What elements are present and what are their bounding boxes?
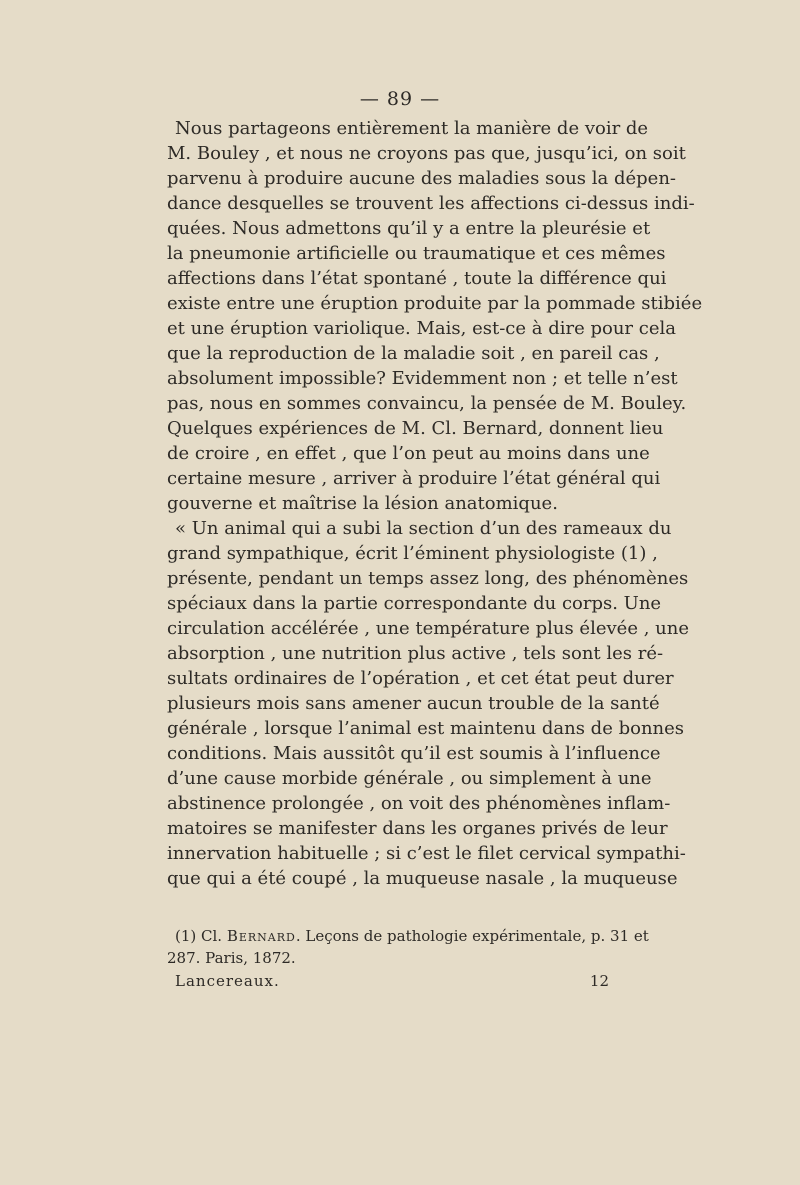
text-line: M. Bouley , et nous ne croyons pas que, jusqu’ici, on soit <box>167 143 686 164</box>
text-line: pas, nous en sommes convaincu, la pensée de M. Bouley. <box>167 393 687 414</box>
text-line: présente, pendant un temps assez long, des phénomènes <box>167 568 689 589</box>
text-line: que qui a été coupé , la muqueuse nasale , la muqueuse <box>167 868 678 889</box>
text-line: certaine mesure , arriver à produire l’état général qui <box>167 468 661 489</box>
page-number: — 89 — <box>359 88 441 110</box>
text-line: que la reproduction de la maladie soit , en pareil cas , <box>167 343 660 364</box>
text-line: affections dans l’état spontané , toute la différence qui <box>167 268 667 289</box>
text-line: absorption , une nutrition plus active , tels sont les ré- <box>167 643 664 664</box>
text-line: gouverne et maîtrise la lésion anatomique. <box>167 493 558 514</box>
text-line: quées. Nous admettons qu’il y a entre la pleurésie et <box>167 218 651 239</box>
text-line: Quelques expériences de M. Cl. Bernard, donnent lieu <box>167 418 664 439</box>
text-line: matoires se manifester dans les organes privés de leur <box>167 818 668 839</box>
body-text <box>167 116 703 891</box>
footnote-line: (1) Cl. Bernard. Leçons de pathologie expérimentale, p. 31 et <box>175 927 649 945</box>
text-line: « Un animal qui a subi la section d’un des rameaux du <box>175 518 672 539</box>
text-line: générale , lorsque l’animal est maintenu dans de bonnes <box>167 718 685 739</box>
text-line: absolument impossible? Evidemment non ; et telle n’est <box>167 368 678 389</box>
text-line: spéciaux dans la partie correspondante du corps. Une <box>167 593 662 614</box>
text-line: la pneumonie artificielle ou traumatique et ces mêmes <box>167 243 666 264</box>
text-line: existe entre une éruption produite par la pommade stibiée <box>167 293 703 314</box>
footnote-line: 287. Paris, 1872. <box>167 949 296 967</box>
text-line: innervation habituelle ; si c’est le filet cervical sympathi- <box>167 843 686 864</box>
text-line: sultats ordinaires de l’opération , et cet état peut durer <box>167 668 674 689</box>
text-line: de croire , en effet , que l’on peut au moins dans une <box>167 443 650 464</box>
text-line: abstinence prolongée , on voit des phénomènes inflam- <box>167 793 671 814</box>
text-line: parvenu à produire aucune des maladies sous la dépen- <box>167 168 676 189</box>
text-line: plusieurs mois sans amener aucun trouble de la santé <box>167 693 660 714</box>
text-line: et une éruption variolique. Mais, est-ce à dire pour cela <box>167 318 676 339</box>
footnote-author: Bernard <box>226 927 296 945</box>
text-line: Nous partageons entièrement la manière de voir de <box>175 118 649 139</box>
sheet-number: 12 <box>589 972 609 990</box>
footnote <box>167 925 649 969</box>
author-signature: Lancereaux. <box>175 972 280 990</box>
text-line: d’une cause morbide générale , ou simplement à une <box>167 768 652 789</box>
text-line: conditions. Mais aussitôt qu’il est soumis à l’influence <box>167 743 661 764</box>
text-line: grand sympathique, écrit l’éminent physiologiste (1) , <box>167 543 658 564</box>
text-line: circulation accélérée , une température plus élevée , une <box>167 618 689 639</box>
text-line: dance desquelles se trouvent les affections ci-dessus indi- <box>167 193 695 214</box>
